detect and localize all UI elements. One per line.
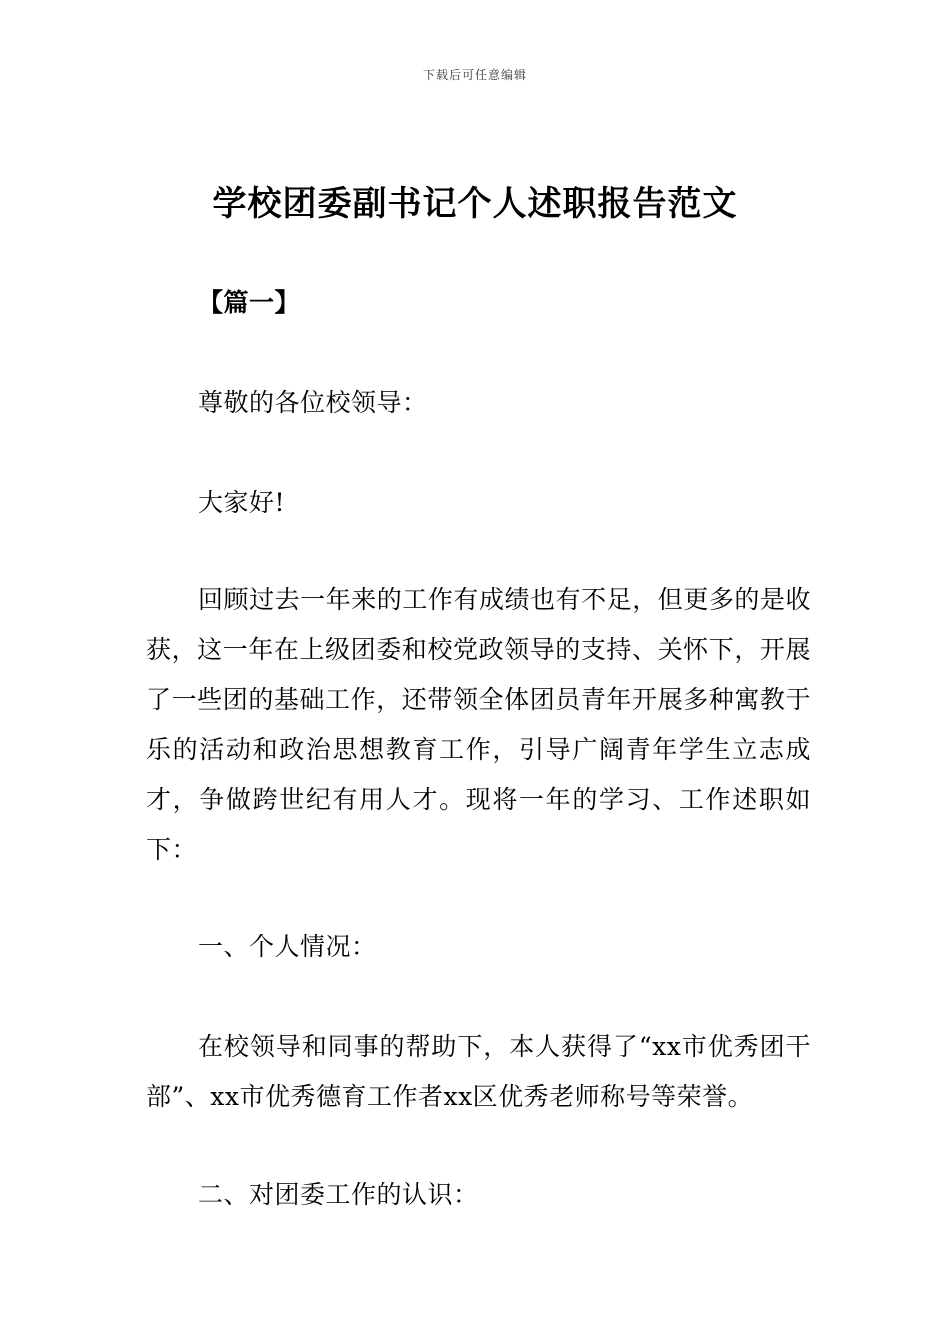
greeting: 大家好! xyxy=(198,488,286,517)
greeting-block xyxy=(146,478,811,528)
paragraph-block-2 xyxy=(146,1022,811,1122)
paragraph-1: 回顾过去一年来的工作有成绩也有不足，但更多的是收获，这一年在上级团委和校党政领导的支持、关怀下，开展了一些团的基础工作，还带领全体团员青年开展多种寓教于乐的活动和政治思想教育工作，引导广阔青年学生立志成才，争做跨世纪有用人才。现将一年的学习、工作述职如下： xyxy=(146,585,811,864)
heading-2: 二、对团委工作的认识： xyxy=(198,1180,479,1209)
header-note: 下载后可任意编辑 xyxy=(422,68,527,82)
paragraph-2: 在校领导和同事的帮助下，本人获得了“xx市优秀团干部”、xx市优秀德育工作者xx区优秀老师称号等荣誉。 xyxy=(146,1032,811,1111)
heading-block-2 xyxy=(146,1170,811,1220)
heading-1: 一、个人情况： xyxy=(198,932,377,961)
salutation: 尊敬的各位校领导： xyxy=(198,388,428,417)
section-label: 【篇一】 xyxy=(198,288,301,317)
section-block xyxy=(146,278,811,328)
salutation-block xyxy=(146,378,811,428)
heading-block-1 xyxy=(146,922,811,972)
paragraph-block-1 xyxy=(146,575,811,875)
document-title: 学校团委副书记个人述职报告范文 xyxy=(212,184,738,224)
